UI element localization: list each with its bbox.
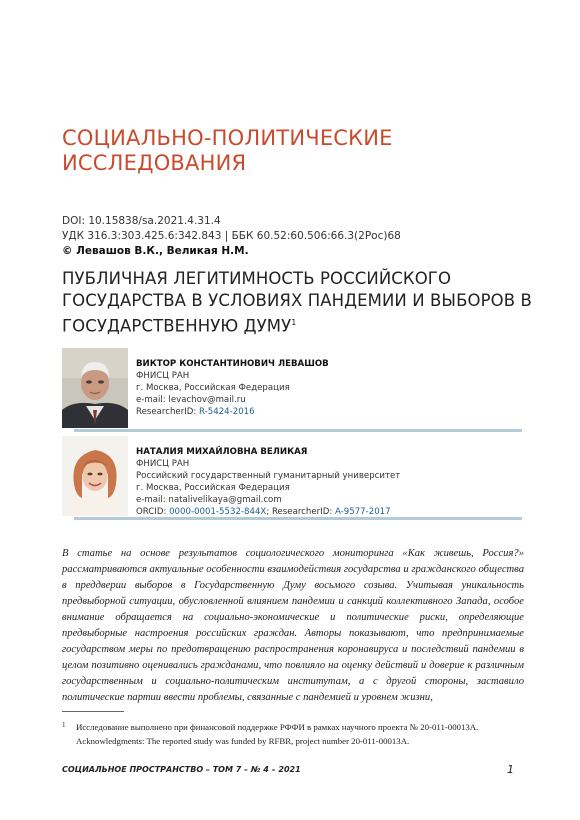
orcid-link[interactable]: 0000-0001-5532-844X: [169, 507, 267, 517]
footnote-line-en: Acknowledgments: The reported study was funded by RFBR, project number 20-011-00013A.: [76, 736, 410, 746]
journal-footer: СОЦИАЛЬНОЕ ПРОСТРАНСТВО – ТОМ 7 – № 4 – 2021: [62, 765, 301, 774]
article-meta: [62, 214, 532, 259]
author-photo-levashov: [62, 348, 128, 428]
page-number: 1: [507, 763, 514, 776]
section-title: СОЦИАЛЬНО-ПОЛИТИЧЕСКИЕ ИССЛЕДОВАНИЯ: [62, 126, 393, 175]
abstract: В статье на основе результатов социологического мониторинга «Как живешь, Россия?» рассматриваются актуальные особенности взаимодействия государства и гражданского общества в преддверии выборов в Государственную Думу восьмого созыва. Учитывая уникальность предвыборной ситуации, обусловленной влиянием пандемии и санкций коллективного Запада, особое внимание обращается на социально-экономические и политические риски, определяющие предвыборные настроения российских граждан. Авторы показывают, что предпринимаемые государством меры по предотвращению распространения коронавируса и последствий пандемии в целом позитивно оценивались гражданами, что повлияло на оценку действий и доверие к различным государственным и социально-политическим институтам, а с другой стороны, заставило политические партии ввести проблемы, связанные с пандемией и уровнем жизни,: [62, 548, 524, 703]
author-divider: [74, 429, 522, 432]
footnote-divider: [62, 711, 124, 712]
footnote-line-ru: Исследование выполнено при финансовой поддержке РФФИ в рамках научного проекта № 20-011-00013А.: [76, 722, 479, 732]
footnote: [62, 720, 526, 748]
udk-line: УДК 316.3:303.425.6:342.843 | ББК 60.52:60.506:66.3(2Рос)68: [62, 230, 401, 242]
author-info-velikaya: [136, 446, 526, 518]
researcher-id-link[interactable]: A-9577-2017: [334, 507, 391, 517]
author-researcher-id: [136, 406, 526, 418]
copyright-line: © Левашов В.К., Великая Н.М.: [62, 245, 249, 257]
author-divider: [74, 517, 522, 520]
author-city: г. Москва, Российская Федерация: [136, 383, 290, 393]
author-org: ФНИСЦ РАН: [136, 371, 190, 381]
researcher-id-label: ResearcherID:: [136, 407, 200, 417]
researcher-id-label: ; ResearcherID:: [266, 507, 335, 517]
article-title-text: ПУБЛИЧНАЯ ЛЕГИТИМНОСТЬ РОССИЙСКОГО ГОСУДАРСТВА В УСЛОВИЯХ ПАНДЕМИИ И ВЫБОРОВ В ГОСУДАРСТВЕННУЮ ДУМУ: [62, 269, 532, 336]
author-card-velikaya: [62, 436, 522, 517]
author-org: ФНИСЦ РАН: [136, 459, 190, 469]
author-info-levashov: [136, 358, 526, 418]
researcher-id-link[interactable]: R-5424-2016: [199, 407, 255, 417]
author-card-levashov: [62, 348, 522, 424]
author-name: ВИКТОР КОНСТАНТИНОВИЧ ЛЕВАШОВ: [136, 359, 329, 369]
article-title: [62, 268, 532, 338]
doi-line[interactable]: DOI: 10.15838/sa.2021.4.31.4: [62, 215, 221, 227]
footnote-mark: 1: [62, 721, 66, 729]
footnote-ref[interactable]: 1: [291, 318, 297, 327]
author-photo-velikaya: [62, 436, 128, 516]
author-city: г. Москва, Российская Федерация: [136, 483, 290, 493]
author-email[interactable]: e-mail: levachov@mail.ru: [136, 395, 246, 405]
author-org-secondary: Российский государственный гуманитарный университет: [136, 471, 401, 481]
author-email[interactable]: e-mail: natalivelikaya@gmail.com: [136, 495, 282, 505]
orcid-label: ORCID:: [136, 507, 170, 517]
author-name: НАТАЛИЯ МИХАЙЛОВНА ВЕЛИКАЯ: [136, 447, 308, 457]
